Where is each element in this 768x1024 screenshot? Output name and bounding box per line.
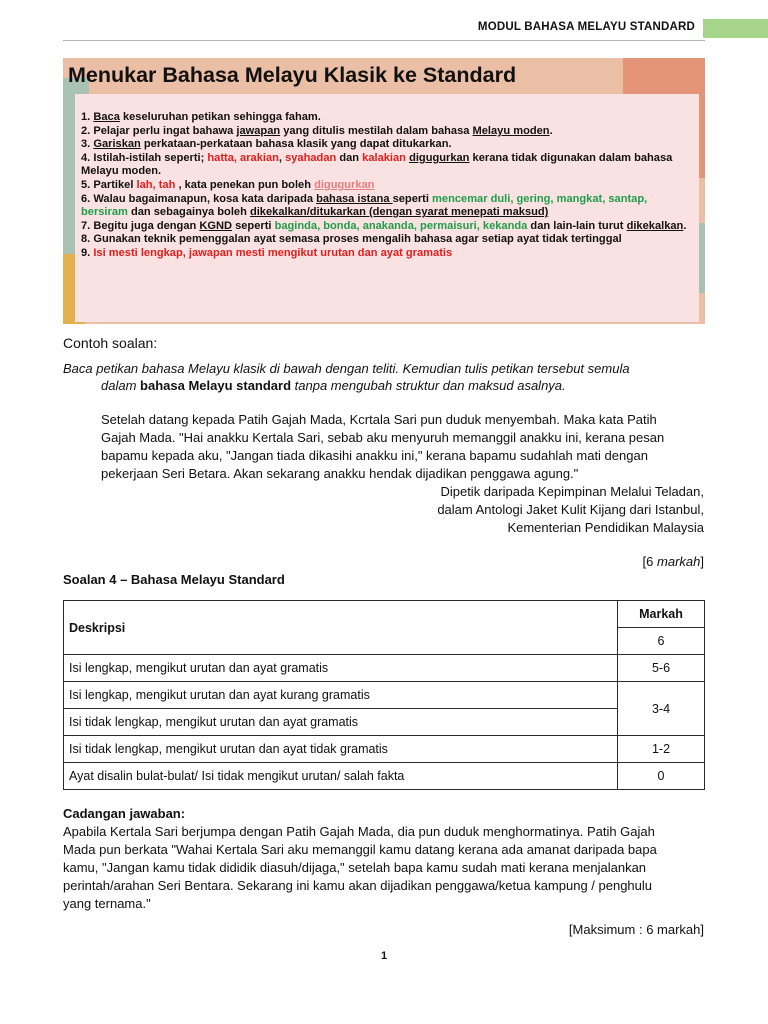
rule-item: 5. Partikel lah, tah , kata penekan pun boleh digugurkan	[81, 178, 375, 191]
instruction-line-1: Baca petikan bahasa Melayu klasik di bawah dengan teliti. Kemudian tulis petikan tersebut semula	[63, 361, 630, 376]
rule-item: 8. Gunakan teknik pemenggalan ayat semasa proses mengalih bahasa agar setiap ayat tidak tertinggal	[81, 233, 622, 246]
guidelines-title: Menukar Bahasa Melayu Klasik ke Standard	[68, 63, 517, 87]
rubric-desc: Isi lengkap, mengikut urutan dan ayat kurang gramatis	[64, 682, 618, 709]
source-line: Kementerian Pendidikan Malaysia	[507, 520, 704, 535]
marks-label: [6 markah]	[642, 554, 704, 569]
guidelines-list	[81, 111, 697, 261]
max-marks-note: [Maksimum : 6 markah]	[568, 922, 704, 937]
table-row	[64, 655, 705, 682]
rule-item: 3. Gariskan perkataan-perkataan bahasa klasik yang dapat ditukarkan.	[81, 138, 452, 151]
col-header-marks: Markah	[618, 601, 705, 628]
rubric-desc: Isi tidak lengkap, mengikut urutan dan ayat gramatis	[64, 709, 618, 736]
example-label: Contoh soalan:	[63, 335, 158, 351]
rule-item: 1. Baca keseluruhan petikan sehingga faham.	[81, 111, 321, 123]
rule-item: 7. Begitu juga dengan KGND seperti baginda, bonda, anakanda, permaisuri, kekanda dan lain-lain turut dikekalkan.	[81, 219, 687, 232]
rule-item: 2. Pelajar perlu ingat bahawa jawapan yang ditulis mestilah dalam bahasa Melayu moden.	[81, 124, 553, 137]
source-line: Dipetik daripada Kepimpinan Melalui Teladan,	[440, 484, 704, 499]
guidelines-panel	[75, 94, 699, 322]
header-rule	[63, 40, 705, 41]
rubric-desc: Isi lengkap, mengikut urutan dan ayat gramatis	[64, 655, 618, 682]
rubric-table	[63, 600, 705, 790]
answer-line: yang ternama."	[63, 896, 151, 911]
rubric-desc: Isi tidak lengkap, mengikut urutan dan ayat tidak gramatis	[64, 736, 618, 763]
answer-line: perintah/arahan Seri Bentara. Sekarang ini kamu akan dijadikan penggawa/ketua kampung / penghulu	[63, 878, 653, 893]
header-accent-bar	[703, 19, 768, 38]
passage-line: Setelah datang kepada Patih Gajah Mada, Kcrtala Sari pun duduk menyembah. Maka kata Patih	[101, 412, 657, 427]
rule-item: 9. Isi mesti lengkap, jawapan mesti mengikut urutan dan ayat gramatis	[81, 246, 453, 259]
answer-line: Mada pun berkata "Wahai Kertala Sari aku memanggil kamu datang kerana ada amanat daripada bapa	[63, 842, 657, 857]
rule-item: 4. Istilah-istilah seperti; hatta, arakian, syahadan dan kalakian digugurkan kerana tidak digunakan dalam bahasa Melayu moden.	[81, 151, 673, 178]
rubric-mark: 1-2	[618, 736, 705, 763]
rubric-mark: 5-6	[618, 655, 705, 682]
table-row	[64, 682, 705, 709]
col-header-description: Deskripsi	[64, 601, 618, 655]
rubric-mark: 0	[618, 763, 705, 790]
passage-line: bapamu kepada aku, "Jangan tiada dikasihi anakku ini," kerana bapamu sudahlah mati dengan	[101, 448, 648, 463]
max-mark-cell: 6	[618, 628, 705, 655]
rubric-mark: 3-4	[618, 682, 705, 736]
instruction-line-2: dalam bahasa Melayu standard tanpa mengubah struktur dan maksud asalnya.	[101, 378, 566, 393]
answer-line: kamu, "Jangan kamu tidak dididik diasuh/dijaga," setelah bapa kamu sudah mati kerana menjalankan	[63, 860, 647, 875]
rubric-desc: Ayat disalin bulat-bulat/ Isi tidak mengikut urutan/ salah fakta	[64, 763, 618, 790]
table-row	[64, 736, 705, 763]
passage-line: pekerjaan Seri Betara. Akan sekarang anakku hendak dijadikan penggawa agung."	[101, 466, 579, 481]
rule-item: 6. Walau bagaimanapun, kosa kata daripada bahasa istana seperti mencemar duli, gering, mangkat, santap, bersiram dan sebagainya boleh dikekalkan/ditukarkan (dengan syarat menepati maksud)	[81, 192, 648, 219]
guidelines-box	[63, 58, 705, 324]
table-row	[64, 709, 705, 736]
table-row	[64, 763, 705, 790]
page-number: 1	[380, 950, 388, 962]
running-header-title: MODUL BAHASA MELAYU STANDARD	[477, 21, 695, 33]
source-line: dalam Antologi Jaket Kulit Kijang dari Istanbul,	[437, 502, 704, 517]
suggested-answer	[63, 823, 713, 913]
answer-title: Cadangan jawaban:	[63, 806, 186, 821]
answer-line: Apabila Kertala Sari berjumpa dengan Patih Gajah Mada, dia pun duduk menghormatinya. Patih Gajah	[63, 824, 655, 839]
passage-source	[437, 483, 704, 537]
passage-line: Gajah Mada. "Hai anakku Kertala Sari, sebab aku menyuruh memanggil anakku ini, kerana pesan	[101, 430, 665, 445]
classical-passage	[101, 411, 711, 483]
question-title: Soalan 4 – Bahasa Melayu Standard	[63, 572, 285, 587]
